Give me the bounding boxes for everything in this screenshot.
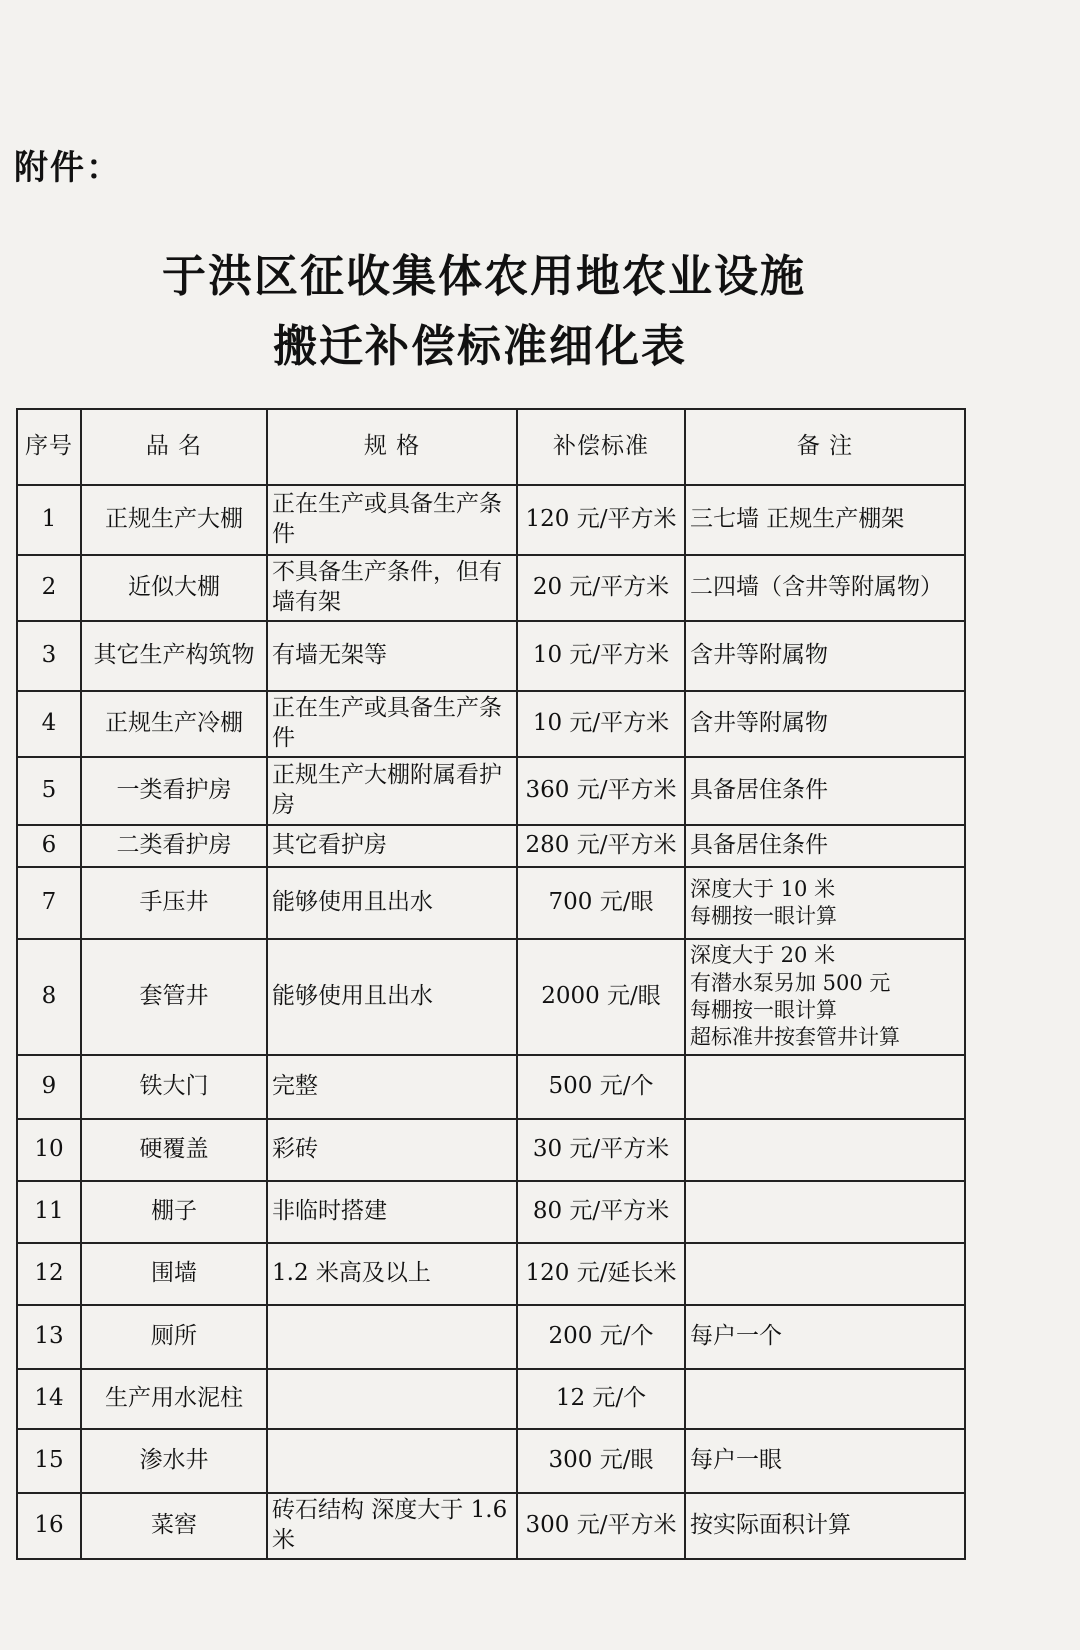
- table-row: [17, 621, 965, 691]
- table-row: [17, 825, 965, 867]
- row-number: 10: [17, 1119, 81, 1181]
- table-row: [17, 555, 965, 621]
- row-standard: 2000 元/眼: [517, 939, 685, 1055]
- row-spec: [267, 1429, 517, 1493]
- header-note: 备 注: [685, 409, 965, 485]
- row-number: 14: [17, 1369, 81, 1429]
- row-item-name: 围墙: [81, 1243, 267, 1305]
- row-note: 二四墙（含井等附属物）: [685, 555, 965, 621]
- table-row: [17, 1429, 965, 1493]
- note-line: 每棚按一眼计算: [690, 904, 837, 928]
- compensation-table: [16, 408, 966, 1560]
- table-header-row: [17, 409, 965, 485]
- header-name: 品 名: [81, 409, 267, 485]
- row-item-name: 硬覆盖: [81, 1119, 267, 1181]
- row-standard: 80 元/平方米: [517, 1181, 685, 1243]
- row-note: 含井等附属物: [685, 691, 965, 757]
- row-item-name: 手压井: [81, 867, 267, 939]
- row-spec: 彩砖: [267, 1119, 517, 1181]
- row-spec: 能够使用且出水: [267, 867, 517, 939]
- row-standard: 700 元/眼: [517, 867, 685, 939]
- row-standard: 10 元/平方米: [517, 691, 685, 757]
- row-number: 1: [17, 485, 81, 555]
- row-spec: 正规生产大棚附属看护房: [267, 757, 517, 825]
- row-number: 7: [17, 867, 81, 939]
- row-item-name: 正规生产冷棚: [81, 691, 267, 757]
- row-note: 按实际面积计算: [685, 1493, 965, 1559]
- attachment-label: 附件：: [14, 148, 122, 188]
- note-line: 深度大于 10 米: [690, 876, 836, 901]
- document-title-line2: 搬迁补偿标准细化表: [273, 321, 687, 372]
- table-row: [17, 485, 965, 555]
- row-spec: 完整: [267, 1055, 517, 1119]
- row-note: [685, 1243, 965, 1305]
- table-row: [17, 1119, 965, 1181]
- row-number: 12: [17, 1243, 81, 1305]
- note-line: 深度大于 20 米: [690, 943, 836, 968]
- row-note: [685, 1055, 965, 1119]
- row-number: 16: [17, 1493, 81, 1559]
- row-standard: 30 元/平方米: [517, 1119, 685, 1181]
- row-number: 3: [17, 621, 81, 691]
- row-note: [685, 1119, 965, 1181]
- row-number: 13: [17, 1305, 81, 1369]
- row-spec: 非临时搭建: [267, 1181, 517, 1243]
- note-line: 超标准井按套管井计算: [690, 1025, 900, 1050]
- row-standard: 300 元/眼: [517, 1429, 685, 1493]
- row-spec: 正在生产或具备生产条件: [267, 691, 517, 757]
- row-spec: 砖石结构 深度大于 1.6 米: [267, 1493, 517, 1559]
- row-spec: [267, 1369, 517, 1429]
- row-note: 具备居住条件: [685, 825, 965, 867]
- row-item-name: 铁大门: [81, 1055, 267, 1119]
- row-standard: 120 元/平方米: [517, 485, 685, 555]
- row-standard: 200 元/个: [517, 1305, 685, 1369]
- row-item-name: 二类看护房: [81, 825, 267, 867]
- row-note: 具备居住条件: [685, 757, 965, 825]
- row-note: 每户一个: [685, 1305, 965, 1369]
- row-note: 三七墙 正规生产棚架: [685, 485, 965, 555]
- table-row: [17, 1055, 965, 1119]
- row-spec: 能够使用且出水: [267, 939, 517, 1055]
- row-spec: 1.2 米高及以上: [267, 1243, 517, 1305]
- table-body: [17, 485, 965, 1559]
- row-standard: 500 元/个: [517, 1055, 685, 1119]
- row-note: [685, 939, 965, 1055]
- row-item-name: 菜窖: [81, 1493, 267, 1559]
- row-note: 含井等附属物: [685, 621, 965, 691]
- row-item-name: 其它生产构筑物: [81, 621, 267, 691]
- row-item-name: 套管井: [81, 939, 267, 1055]
- header-standard: 补偿标准: [517, 409, 685, 485]
- document-title-line1: 于洪区征收集体农用地农业设施: [162, 251, 806, 302]
- row-note: [685, 1181, 965, 1243]
- row-spec: 正在生产或具备生产条件: [267, 485, 517, 555]
- row-standard: 300 元/平方米: [517, 1493, 685, 1559]
- row-standard: 10 元/平方米: [517, 621, 685, 691]
- row-spec: [267, 1305, 517, 1369]
- table-row: [17, 1369, 965, 1429]
- row-number: 6: [17, 825, 81, 867]
- table-row: [17, 1305, 965, 1369]
- row-spec: 有墙无架等: [267, 621, 517, 691]
- row-standard: 280 元/平方米: [517, 825, 685, 867]
- row-standard: 360 元/平方米: [517, 757, 685, 825]
- table-row: [17, 1243, 965, 1305]
- row-note: [685, 867, 965, 939]
- row-item-name: 一类看护房: [81, 757, 267, 825]
- row-number: 2: [17, 555, 81, 621]
- row-spec: 不具备生产条件，但有墙有架: [267, 555, 517, 621]
- table-row: [17, 1181, 965, 1243]
- note-line: 有潜水泵另加 500 元: [690, 970, 891, 995]
- row-item-name: 厕所: [81, 1305, 267, 1369]
- row-number: 4: [17, 691, 81, 757]
- row-standard: 12 元/个: [517, 1369, 685, 1429]
- row-item-name: 近似大棚: [81, 555, 267, 621]
- row-note: 每户一眼: [685, 1429, 965, 1493]
- note-line: 每棚按一眼计算: [690, 998, 837, 1022]
- row-item-name: 渗水井: [81, 1429, 267, 1493]
- row-standard: 120 元/延长米: [517, 1243, 685, 1305]
- table-row: [17, 757, 965, 825]
- row-standard: 20 元/平方米: [517, 555, 685, 621]
- row-number: 8: [17, 939, 81, 1055]
- row-item-name: 正规生产大棚: [81, 485, 267, 555]
- row-item-name: 棚子: [81, 1181, 267, 1243]
- header-no: 序号: [17, 409, 81, 485]
- row-number: 5: [17, 757, 81, 825]
- row-number: 15: [17, 1429, 81, 1493]
- table-row: [17, 867, 965, 939]
- table-row: [17, 939, 965, 1055]
- table-row: [17, 1493, 965, 1559]
- table-row: [17, 691, 965, 757]
- row-spec: 其它看护房: [267, 825, 517, 867]
- row-note: [685, 1369, 965, 1429]
- row-number: 9: [17, 1055, 81, 1119]
- header-spec: 规 格: [267, 409, 517, 485]
- row-item-name: 生产用水泥柱: [81, 1369, 267, 1429]
- row-number: 11: [17, 1181, 81, 1243]
